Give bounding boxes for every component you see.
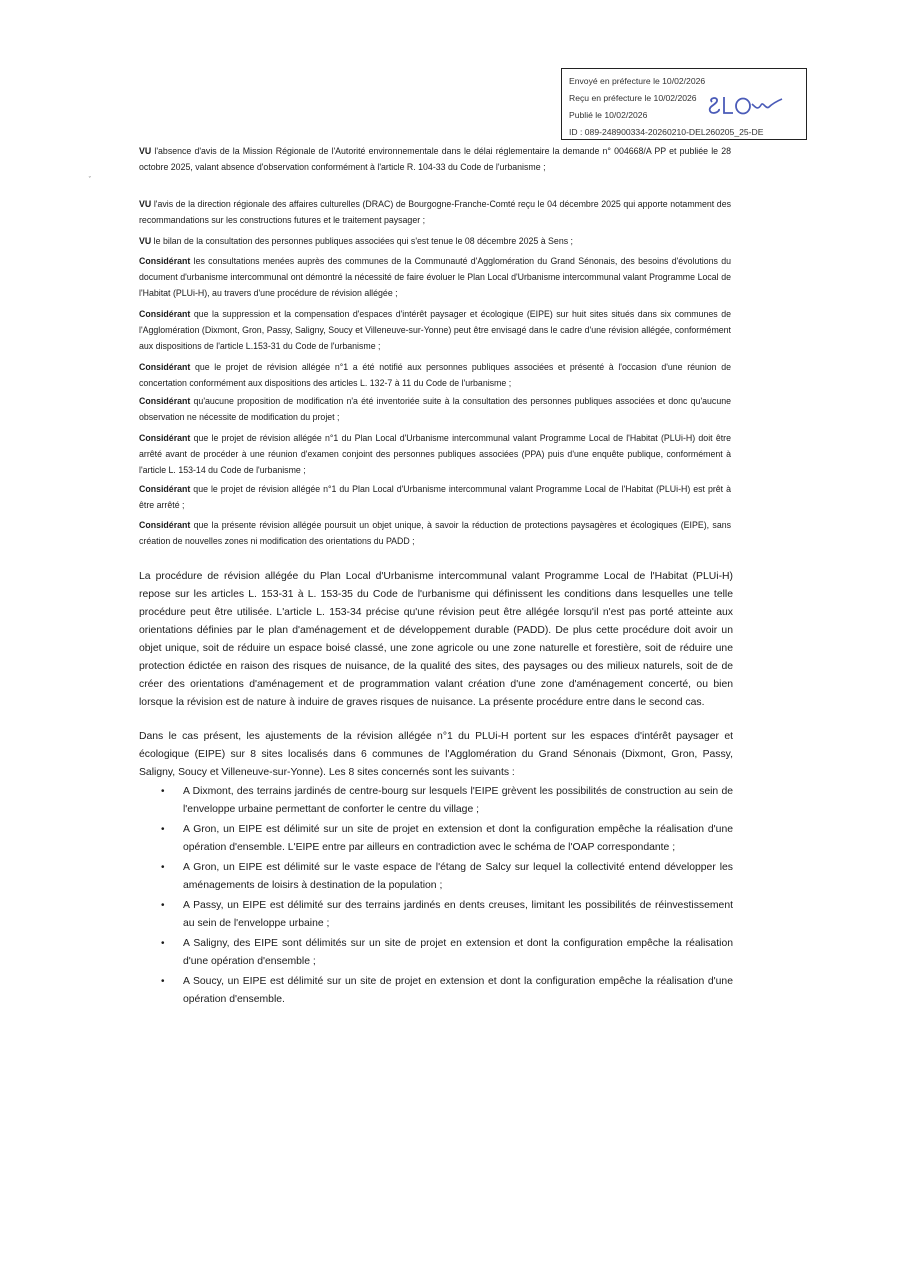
list-item: • A Gron, un EIPE est délimité sur le vaste espace de l'étang de Salcy sur lequel la collectivité entend développer les aménagements de loisirs à destination de la population ;: [139, 859, 733, 895]
stamp-sent-date: Envoyé en préfecture le 10/02/2026: [569, 76, 706, 86]
paragraph-vu-ppa: VU le bilan de la consultation des personnes publiques associées qui s'est tenue le 08 décembre 2025 à Sens ;: [139, 236, 573, 246]
list-item: • A Gron, un EIPE est délimité sur un site de projet en extension et dont la configuration empêche la réalisation d'une opération d'ensemble. L'EIPE entre par ailleurs en contradiction avec le schéma de l'OAP correspondante ;: [139, 821, 733, 857]
list-item: • A Saligny, des EIPE sont délimités sur un site de projet en extension et dont la configuration empêche la réalisation d'une opération d'ensemble ;: [139, 935, 733, 971]
list-item: • A Dixmont, des terrains jardinés de centre-bourg sur lesquels l'EIPE grèvent les possibilités de construction au sein de l'enveloppe urbaine permettant de conforter le centre du village ;: [139, 783, 733, 819]
paragraph-considerant-arret: Considérant que le projet de révision allégée n°1 du Plan Local d'Urbanisme intercommunal valant Programme Local de l'Habitat (PLUi-H) doit être arrêté avant de procéder à une réunion d'examen conjoint des personnes publiques associées (PPA) puis d'une enquête publique, conformément à l'article L. 153-14 du Code de l'urbanisme ;: [139, 433, 731, 476]
bullet-icon: •: [161, 824, 165, 835]
bullet-icon: •: [161, 862, 165, 873]
paragraph-considerant-notification: Considérant que le projet de révision allégée n°1 a été notifié aux personnes publiques associées et présenté à l'occasion d'une réunion de concertation conformément aux dispositions des articles L. 132-7 à 11 du Code de l'urbanisme ;: [139, 362, 731, 389]
paragraph-considerant-pret: Considérant que le projet de révision allégée n°1 du Plan Local d'Urbanisme intercommunal valant Programme Local de l'Habitat (PLUi-H) est prêt à être arrêté ;: [139, 484, 731, 511]
bullet-icon: •: [161, 900, 165, 911]
paragraph-considerant-consultations: Considérant les consultations menées auprès des communes de la Communauté d'Agglomération du Grand Sénonais, des besoins d'évolutions du document d'urbanisme intercommunal ont démontré la nécessité de faire évoluer le Plan Local d'Urbanisme intercommunal valant Programme Local de l'Habitat (PLUi-H), au travers d'une procédure de révision allégée ;: [139, 256, 731, 299]
margin-mark: ˇ: [88, 176, 92, 184]
list-item: • A Soucy, un EIPE est délimité sur un site de projet en extension et dont la configuration empêche la réalisation d'une opération d'ensemble.: [139, 973, 733, 1009]
paragraph-vu-mrae: VU l'absence d'avis de la Mission Régionale de l'Autorité environnementale dans le délai réglementaire la demande n° 004668/A PP et publiée le 28 octobre 2025, valant absence d'observation conformément à l'article R. 104-33 du Code de l'urbanisme ;: [139, 146, 731, 173]
stamp-act-id: ID : 089-248900334-20260210-DEL260205_25-DE: [569, 127, 764, 137]
body-sites-intro-paragraph: Dans le cas présent, les ajustements de la révision allégée n°1 du PLUi-H portent sur les espaces d'intérêt paysager et écologique (EIPE) sur 8 sites localisés dans 6 communes de l'Agglomération du Grand Sénonais (Dixmont, Gron, Passy, Saligny, Soucy et Villeneuve-sur-Yonne). Les 8 sites concernés sont les suivants :: [139, 731, 733, 778]
sites-list: [139, 783, 733, 1011]
bullet-icon: •: [161, 786, 165, 797]
paragraph-vu-drac: VU l'avis de la direction régionale des affaires culturelles (DRAC) de Bourgogne-Franche-Comté reçu le 04 décembre 2025 qui apporte notamment des recommandations sur les constructions futures et le traitement paysager ;: [139, 199, 731, 226]
paragraph-considerant-no-modification: Considérant qu'aucune proposition de modification n'a été inventoriée suite à la consultation des personnes publiques associées et donc qu'aucune observation ne nécessite de modification du projet ;: [139, 396, 731, 423]
bullet-icon: •: [161, 976, 165, 987]
stamp-received-date: Reçu en préfecture le 10/02/2026: [569, 93, 697, 103]
list-item: • A Passy, un EIPE est délimité sur des terrains jardinés en dents creuses, limitant les possibilités de réinvestissement au sein de l'enveloppe urbaine ;: [139, 897, 733, 933]
bullet-icon: •: [161, 938, 165, 949]
body-procedure-paragraph: La procédure de révision allégée du Plan Local d'Urbanisme intercommunal valant Programme Local de l'Habitat (PLUi-H) repose sur les articles L. 153-31 à L. 153-35 du Code de l'urbanisme qui définissent les conditions dans lesquelles une telle procédure peut être utilisée. L'article L. 153-34 précise qu'une révision peut être allégée lorsqu'il n'est pas porté atteinte aux orientations définies par le plan d'aménagement et de développement durable (PADD). De plus cette procédure doit avoir un objet unique, soit de réduire un espace boisé classé, une zone agricole ou une zone naturelle et forestière, soit de réduire une protection édictée en raison des risques de nuisance, de la qualité des sites, des paysages ou des milieux naturels, soit de de créer des orientations d'aménagement et de programmation valant création d'une zone d'aménagement concerté, ou bien lorsque la révision est de nature à induire de graves risques de nuisance. La présente procédure entre dans le second cas.: [139, 571, 733, 708]
stamp-published-date: Publié le 10/02/2026: [569, 110, 648, 120]
slo-signature-logo: [706, 92, 786, 118]
paragraph-considerant-objet-unique: Considérant que la présente révision allégée poursuit un objet unique, à savoir la réduction de protections paysagères et écologiques (EIPE), sans création de nouvelles zones ni modification des orientations du PADD ;: [139, 520, 731, 547]
paragraph-considerant-eipe: Considérant que la suppression et la compensation d'espaces d'intérêt paysager et écologique (EIPE) sur huit sites situés dans six communes de l'Agglomération (Dixmont, Gron, Passy, Saligny, Soucy et Villeneuve-sur-Yonne) peut être envisagé dans le cadre d'une révision allégée, conformément aux dispositions de l'article L.153-31 du Code de l'urbanisme ;: [139, 309, 731, 352]
